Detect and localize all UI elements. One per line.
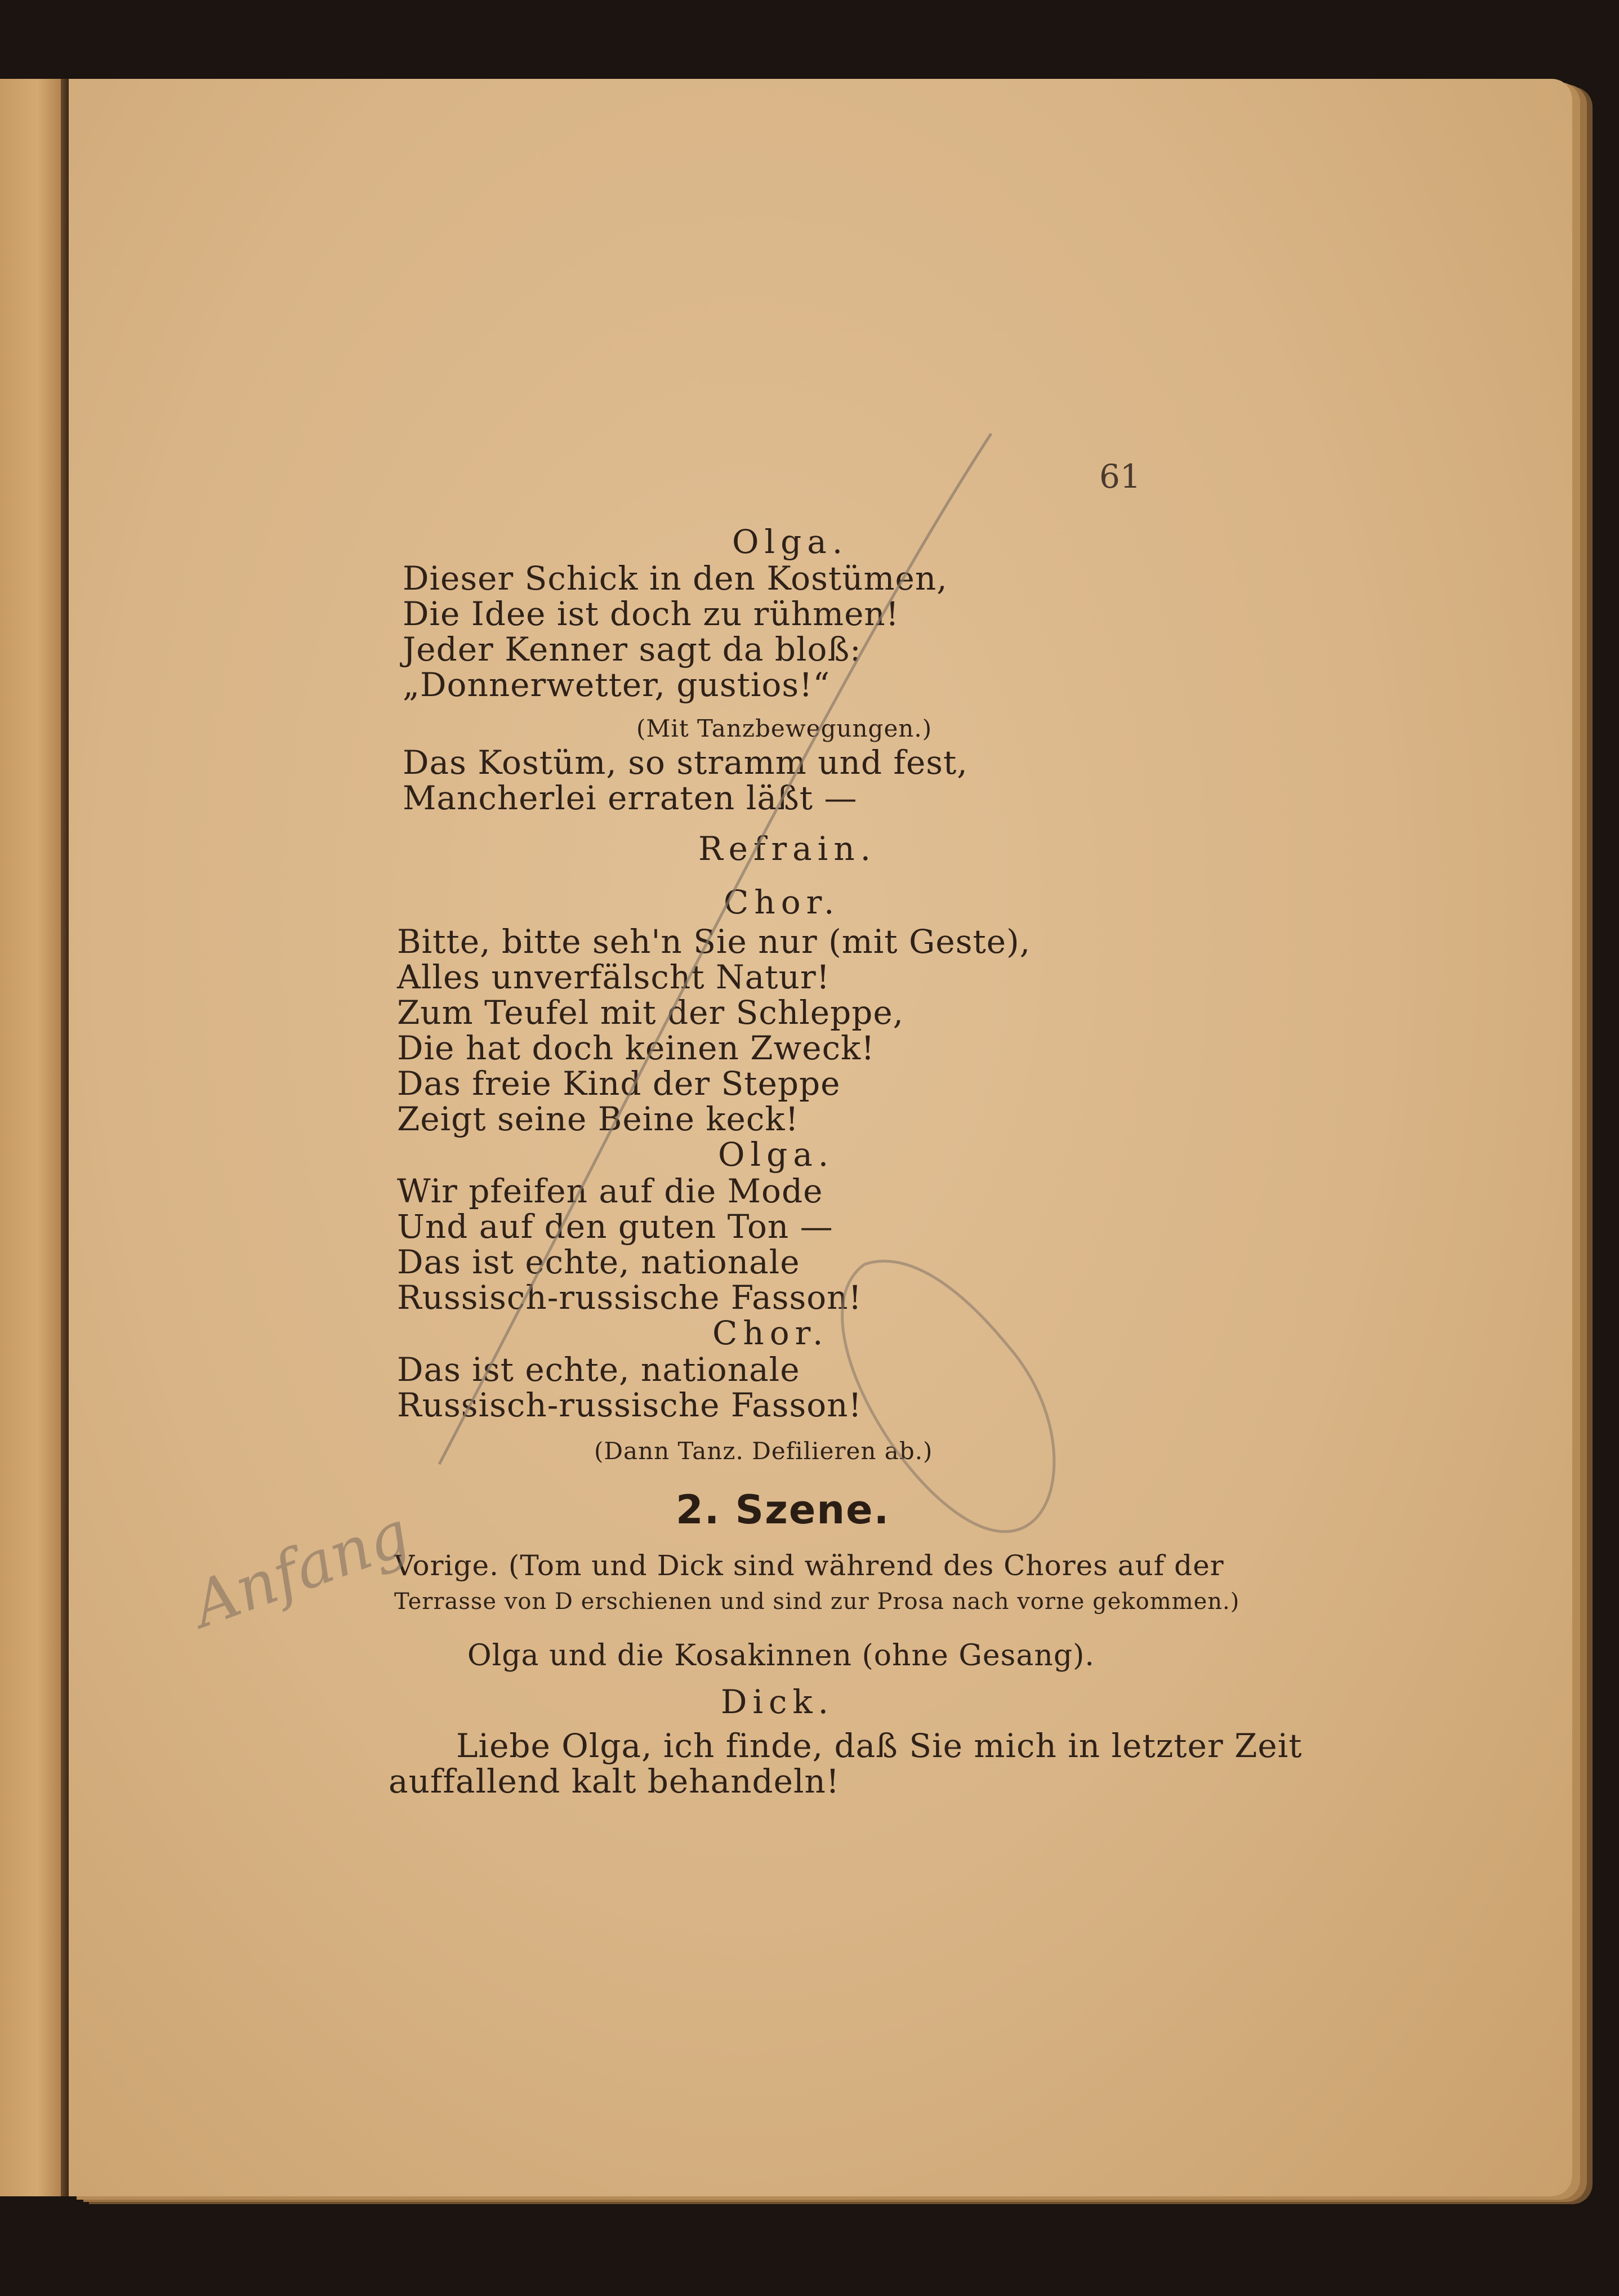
verse-line: „Donnerwetter, gustios!“ <box>403 666 831 704</box>
stage-direction: (Dann Tanz. Defilieren ab.) <box>594 1437 933 1465</box>
left-page-edge <box>0 79 68 2196</box>
speaker-chor: Chor. <box>712 1314 829 1352</box>
chorus-line: Zeigt seine Beine keck! <box>397 1100 799 1138</box>
chorus-line: Zum Teufel mit der Schleppe, <box>397 993 904 1032</box>
chorus-line: Das ist echte, nationale <box>397 1350 800 1389</box>
stage-direction: (Mit Tanzbewegungen.) <box>636 715 933 742</box>
speaker-olga: Olga. <box>718 1135 835 1174</box>
verse-line: Und auf den guten Ton — <box>397 1207 833 1246</box>
verse-line: Dieser Schick in den Kostümen, <box>403 559 948 598</box>
chorus-line: Russisch-russische Fasson! <box>397 1386 862 1424</box>
chorus-line: Das freie Kind der Steppe <box>397 1064 841 1103</box>
refrain-label: Refrain. <box>698 830 877 868</box>
scene-intro: Olga und die Kosakinnen (ohne Gesang). <box>467 1639 1095 1673</box>
page-number: 61 <box>1099 457 1141 496</box>
speaker-dick: Dick. <box>721 1683 835 1721</box>
scene-heading: 2. Szene. <box>676 1487 890 1533</box>
verse-line: Wir pfeifen auf die Mode <box>397 1172 823 1210</box>
margin-note: Anfang <box>183 1497 418 1642</box>
verse-line: Jeder Kenner sagt da bloß: <box>403 630 862 668</box>
chorus-line: Die hat doch keinen Zweck! <box>397 1029 875 1067</box>
verse-line: Das ist echte, nationale <box>397 1243 800 1281</box>
scene-intro: Vorige. (Tom und Dick sind während des Chores auf der <box>394 1549 1224 1582</box>
dialogue-line: Liebe Olga, ich finde, daß Sie mich in letzter Zeit <box>456 1727 1303 1765</box>
chorus-line: Alles unverfälscht Natur! <box>397 958 831 996</box>
verse-line: Russisch-russische Fasson! <box>397 1278 862 1317</box>
speaker-chor: Chor. <box>724 883 840 921</box>
scene-intro: Terrasse von D erschienen und sind zur Prosa nach vorne gekommen.) <box>394 1589 1240 1615</box>
verse-line: Das Kostüm, so stramm und fest, <box>403 743 968 782</box>
chorus-line: Bitte, bitte seh'n Sie nur (mit Geste), <box>397 922 1031 961</box>
book-gutter <box>61 79 69 2196</box>
dialogue-line: auffallend kalt behandeln! <box>389 1762 840 1800</box>
verse-line: Die Idee ist doch zu rühmen! <box>403 595 900 633</box>
speaker-olga: Olga. <box>732 523 849 561</box>
verse-line: Mancherlei erraten läßt — <box>403 779 858 817</box>
